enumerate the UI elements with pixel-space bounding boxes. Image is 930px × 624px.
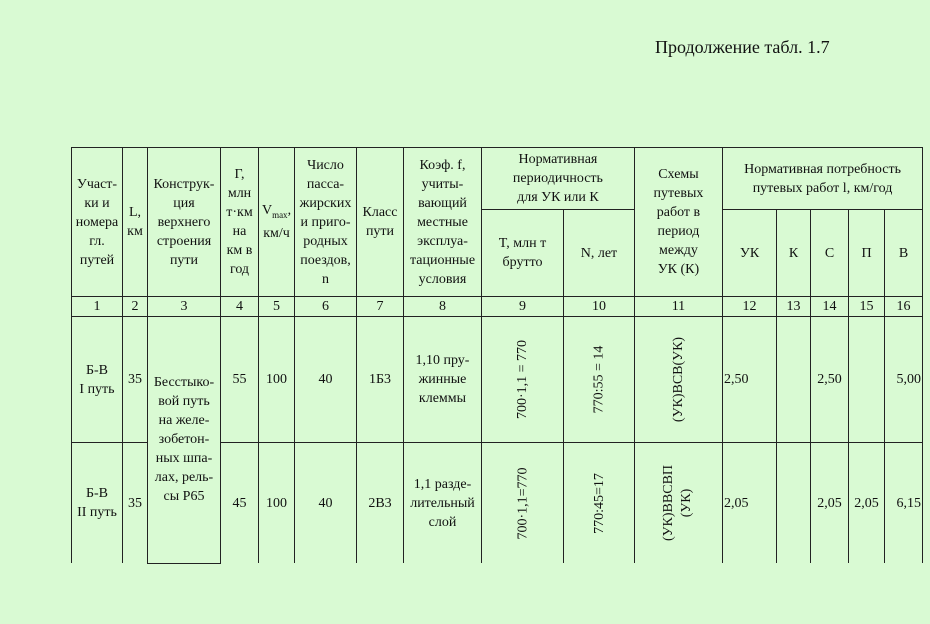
header-N: N, лет <box>564 210 635 297</box>
header-length: L, км <box>123 148 148 297</box>
header-section: Участ- ки и номера гл. путей <box>72 148 123 297</box>
tonnage-cell: 45 <box>221 443 259 564</box>
v-cell: 6,15 <box>885 443 923 564</box>
k-cell <box>777 317 811 443</box>
header-trains: Число пасса- жирских и приго- родных поездов, n <box>295 148 357 297</box>
section-cell: Б-В I путь <box>72 317 123 443</box>
coef-cell: 1,10 пру- жинные клеммы <box>404 317 482 443</box>
header-uk: УК <box>723 210 777 297</box>
p-cell <box>849 317 885 443</box>
column-number: 16 <box>885 297 923 317</box>
column-number: 2 <box>123 297 148 317</box>
trains-cell: 40 <box>295 317 357 443</box>
v-cell: 5,00 <box>885 317 923 443</box>
header-speed: $V_{max}$, км/ч <box>259 148 295 297</box>
column-number: 6 <box>295 297 357 317</box>
header-need: Нормативная потребность путевых работ l, км/год <box>723 148 923 210</box>
column-numbers-row <box>72 297 923 317</box>
column-number: 14 <box>811 297 849 317</box>
speed-cell: 100 <box>259 443 295 564</box>
header-class: Класс пути <box>357 148 404 297</box>
norms-table <box>71 147 923 564</box>
uk-cell: 2,50 <box>723 317 777 443</box>
length-cell: 35 <box>123 317 148 443</box>
N-cell: 770:45=17 <box>564 443 635 564</box>
header-p: П <box>849 210 885 297</box>
header-v: В <box>885 210 923 297</box>
p-cell: 2,05 <box>849 443 885 564</box>
s-cell: 2,05 <box>811 443 849 564</box>
column-number: 3 <box>148 297 221 317</box>
class-cell: 1Б3 <box>357 317 404 443</box>
table-caption: Продолжение табл. 1.7 <box>655 37 830 57</box>
coef-cell: 1,1 разде- лительный слой <box>404 443 482 564</box>
header-T: T, млн т брутто <box>482 210 564 297</box>
length-cell: 35 <box>123 443 148 564</box>
column-number: 4 <box>221 297 259 317</box>
column-number: 5 <box>259 297 295 317</box>
column-number: 10 <box>564 297 635 317</box>
column-number: 1 <box>72 297 123 317</box>
s-cell: 2,50 <box>811 317 849 443</box>
table-row <box>72 317 923 443</box>
tonnage-cell: 55 <box>221 317 259 443</box>
N-cell: 770:55 = 14 <box>564 317 635 443</box>
column-number: 13 <box>777 297 811 317</box>
header-s: С <box>811 210 849 297</box>
T-cell: 700·1,1 = 770 <box>482 317 564 443</box>
construction-cell: Бесстыко- вой путь на желе- зобетон- ных шпа- лах, рель- сы Р65 <box>148 317 221 564</box>
scheme-cell: (УК)ВСВ(УК) <box>634 317 722 443</box>
column-number: 11 <box>634 297 722 317</box>
column-number: 12 <box>723 297 777 317</box>
column-number: 7 <box>357 297 404 317</box>
column-number: 9 <box>482 297 564 317</box>
speed-cell: 100 <box>259 317 295 443</box>
section-cell: Б-В II путь <box>72 443 123 564</box>
header-schemes: Схемы путевых работ в период между УК (К) <box>634 148 722 297</box>
T-cell: 700·1,1=770 <box>482 443 564 564</box>
k-cell <box>777 443 811 564</box>
header-k: К <box>777 210 811 297</box>
uk-cell: 2,05 <box>723 443 777 564</box>
column-number: 15 <box>849 297 885 317</box>
column-number: 8 <box>404 297 482 317</box>
header-tonnage: Г, млн т·км на км в год <box>221 148 259 297</box>
scheme-cell: (УК)ВВСВП (УК) <box>634 443 722 564</box>
trains-cell: 40 <box>295 443 357 564</box>
header-construction: Конструк- ция верхнего строения пути <box>148 148 221 297</box>
header-periodicity: Нормативная периодичность для УК или К <box>482 148 635 210</box>
class-cell: 2В3 <box>357 443 404 564</box>
header-coef: Коэф. f, учиты- вающий местные эксплуа- тационные условия <box>404 148 482 297</box>
